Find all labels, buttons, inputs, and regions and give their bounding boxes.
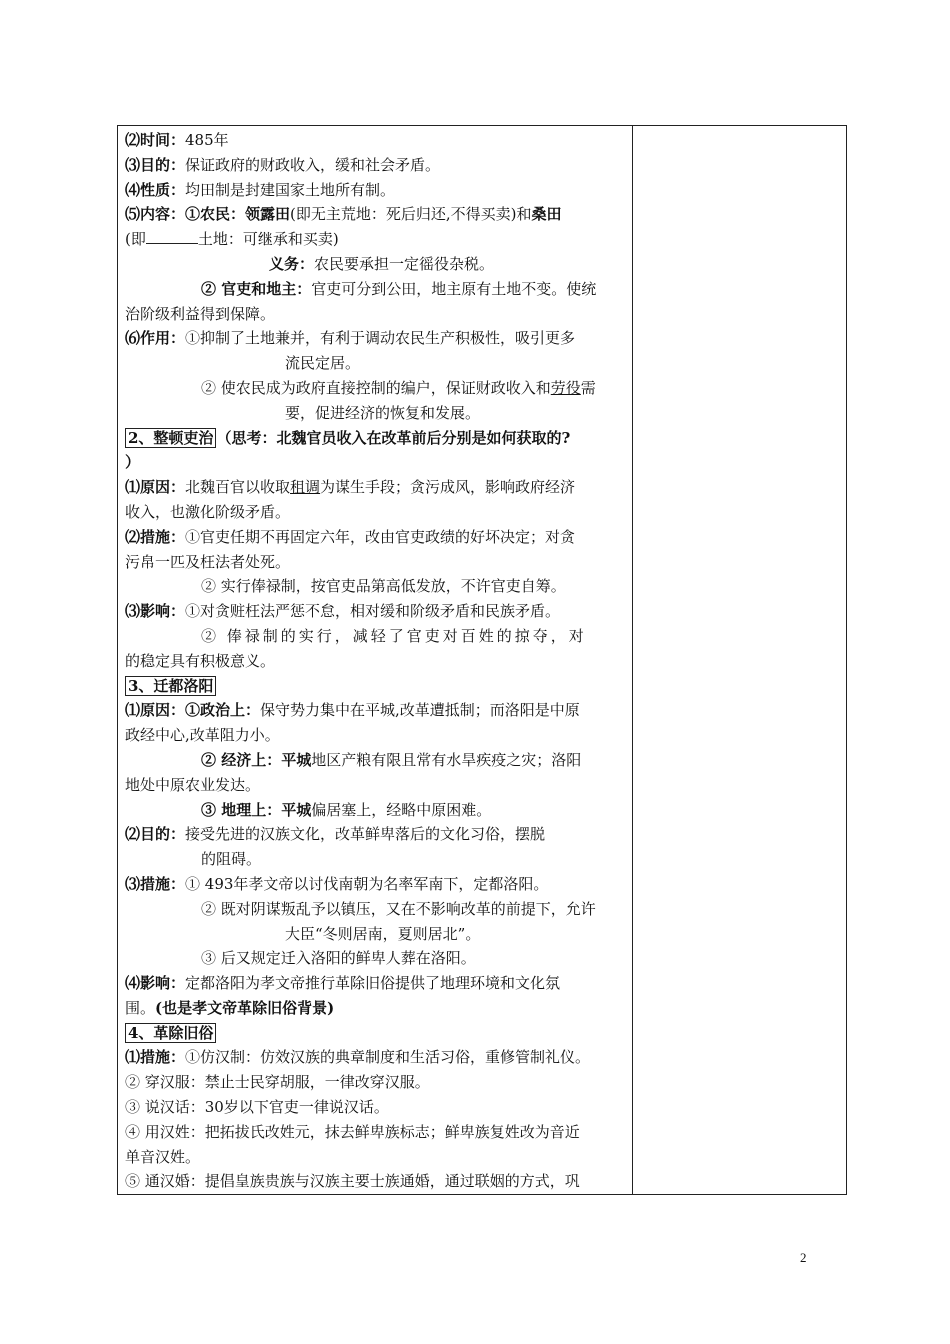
underlined-term: 租调 xyxy=(290,478,321,497)
text: ② 使农民成为政府直接控制的编户，保证财政收入和 xyxy=(201,378,551,397)
line-measures xyxy=(125,1045,628,1070)
label: ⑶措施： xyxy=(125,874,186,893)
text: (即 xyxy=(125,230,146,249)
label: ② 经济上： xyxy=(201,750,282,769)
text: 北魏百官以收取 xyxy=(185,478,291,497)
label: ⑸内容：①农民： xyxy=(125,205,246,224)
page-number: 2 xyxy=(800,1250,807,1265)
label: ⑹作用： xyxy=(125,329,186,348)
label: ⑷影响： xyxy=(125,974,186,993)
text-line: 的阻碍。 xyxy=(201,850,262,869)
text: 官吏可分到公田，地主原有土地不变。使统 xyxy=(311,279,597,298)
label: ⑶影响： xyxy=(125,602,186,621)
text: ①抑制了土地兼并，有利于调动农民生产积极性，吸引更多 xyxy=(185,329,576,348)
text-line: ② 实行俸禄制，按官吏品第高低发放，不许官吏自筹。 xyxy=(201,577,566,596)
text-line xyxy=(125,996,628,1021)
line-measures xyxy=(125,525,628,550)
term: 平城 xyxy=(281,750,312,769)
text: 为谋生手段；贪污成风，影响政府经济 xyxy=(320,478,576,497)
text-line: ③ 后又规定迁入洛阳的鲜卑人葬在洛阳。 xyxy=(201,949,476,968)
text-line: ③ 说汉话：30岁以下官吏一律说汉话。 xyxy=(125,1098,389,1117)
text: 定都洛阳为孝文帝推行革除旧俗提供了地理环境和文化氛 xyxy=(185,974,561,993)
text-line: ② 俸禄制的实行，减轻了官吏对百姓的掠夺，对 xyxy=(201,626,587,645)
label: ⑴措施： xyxy=(125,1048,186,1067)
line-obligation xyxy=(125,252,628,277)
text-line: 治阶级利益得到保障。 xyxy=(125,304,276,323)
line-cause xyxy=(125,475,628,500)
line-effect xyxy=(125,326,628,351)
line-impact xyxy=(125,599,628,624)
label: ⑶目的： xyxy=(125,155,186,174)
text: 偏居塞上，经略中原困难。 xyxy=(311,800,492,819)
term: 领露田 xyxy=(245,205,291,224)
text-line: ⑤ 通汉婚：提倡皇族贵族与汉族主要士族通婚，通过联姻的方式，巩 xyxy=(125,1172,580,1191)
label: ⑵时间： xyxy=(125,131,186,149)
text-line: ② 穿汉服：禁止士民穿胡服，一律改穿汉服。 xyxy=(125,1073,430,1092)
line-officials xyxy=(125,277,628,302)
line-cause xyxy=(125,698,628,723)
line-impact xyxy=(125,971,628,996)
line-purpose xyxy=(125,822,628,847)
text: 农民要承担一定徭役杂税。 xyxy=(314,254,495,273)
text-line: 大臣“冬则居南，夏则居北”。 xyxy=(285,924,481,943)
text: 保守势力集中在平城,改革遭抵制；而洛阳是中原 xyxy=(260,701,580,720)
section-2-heading xyxy=(125,426,628,451)
text-line: 单音汉姓。 xyxy=(125,1147,201,1166)
text-line: ④ 用汉姓：把拓拔氏改姓元，抹去鲜卑族标志；鲜卑族复姓改为音近 xyxy=(125,1122,580,1141)
text-line xyxy=(125,376,628,401)
text: (即无主荒地：死后归还,不得买卖)和 xyxy=(290,205,532,224)
label: ⑵目的： xyxy=(125,825,186,844)
text: 需 xyxy=(580,378,596,397)
line-purpose xyxy=(125,153,628,178)
line-content xyxy=(125,202,628,227)
section-title: 2、整顿吏治 xyxy=(125,428,216,448)
label: 义务： xyxy=(269,254,315,273)
emphasis: (也是孝文帝革除旧俗背景) xyxy=(155,998,335,1017)
text: ①对贪赃枉法严惩不怠，相对缓和阶级矛盾和民族矛盾。 xyxy=(185,602,561,621)
label: ⑷性质： xyxy=(125,180,186,199)
notes-column xyxy=(633,126,846,1194)
label: ⑴原因： xyxy=(125,478,186,497)
underlined-term: 劳役 xyxy=(550,378,581,397)
line-geography xyxy=(125,798,628,823)
term: 平城 xyxy=(281,800,312,819)
text-line: 政经中心,改革阻力小。 xyxy=(125,726,280,745)
text: 保证政府的财政收入，缓和社会矛盾。 xyxy=(185,155,441,174)
content-column xyxy=(125,128,628,1192)
text: 地区产粮有限且常有水旱疾疫之灾；洛阳 xyxy=(311,750,582,769)
text-line: 要，促进经济的恢复和发展。 xyxy=(285,403,481,422)
thinking-note: （思考：北魏官员收入在改革前后分别是如何获取的? xyxy=(216,428,571,447)
label: ⑵措施： xyxy=(125,527,186,546)
text: 土地：可继承和买卖) xyxy=(197,230,339,249)
text: 485年 xyxy=(185,131,229,149)
line-measures xyxy=(125,872,628,897)
label: ③ 地理上： xyxy=(201,800,282,819)
text-line: 污帛一匹及枉法者处死。 xyxy=(125,552,291,571)
section-3-heading xyxy=(125,674,628,699)
line-economic xyxy=(125,748,628,773)
line-time xyxy=(125,128,628,153)
text-line: 流民定居。 xyxy=(285,354,361,373)
text-line: ） xyxy=(125,453,141,472)
line-fill-blank xyxy=(125,227,628,252)
section-title: 3、迁都洛阳 xyxy=(125,676,216,696)
text: ①仿汉制：仿效汉族的典章制度和生活习俗，重修管制礼仪。 xyxy=(185,1048,591,1067)
section-4-heading xyxy=(125,1021,628,1046)
section-title: 4、革除旧俗 xyxy=(125,1023,216,1043)
text-line: 收入，也激化阶级矛盾。 xyxy=(125,502,291,521)
label: ⑴原因：①政治上： xyxy=(125,701,261,720)
label: ② 官吏和地主： xyxy=(201,279,312,298)
text: 均田制是封建国家土地所有制。 xyxy=(185,180,396,199)
text: 围。 xyxy=(125,998,156,1017)
text: ① 493年孝文帝以讨伐南朝为名率军南下，定都洛阳。 xyxy=(185,874,549,893)
line-nature xyxy=(125,178,628,203)
text: ①官吏任期不再固定六年，改由官吏政绩的好坏决定；对贪 xyxy=(185,527,576,546)
text-line: ② 既对阴谋叛乱予以镇压，又在不影响改革的前提下，允许 xyxy=(201,899,596,918)
fill-in-blank xyxy=(146,229,198,244)
text-line: 地处中原农业发达。 xyxy=(125,775,261,794)
text: 接受先进的汉族文化，改革鲜卑落后的文化习俗，摆脱 xyxy=(185,825,546,844)
text-line: 的稳定具有积极意义。 xyxy=(125,651,276,670)
lesson-table xyxy=(117,125,847,1195)
term: 桑田 xyxy=(531,205,562,224)
